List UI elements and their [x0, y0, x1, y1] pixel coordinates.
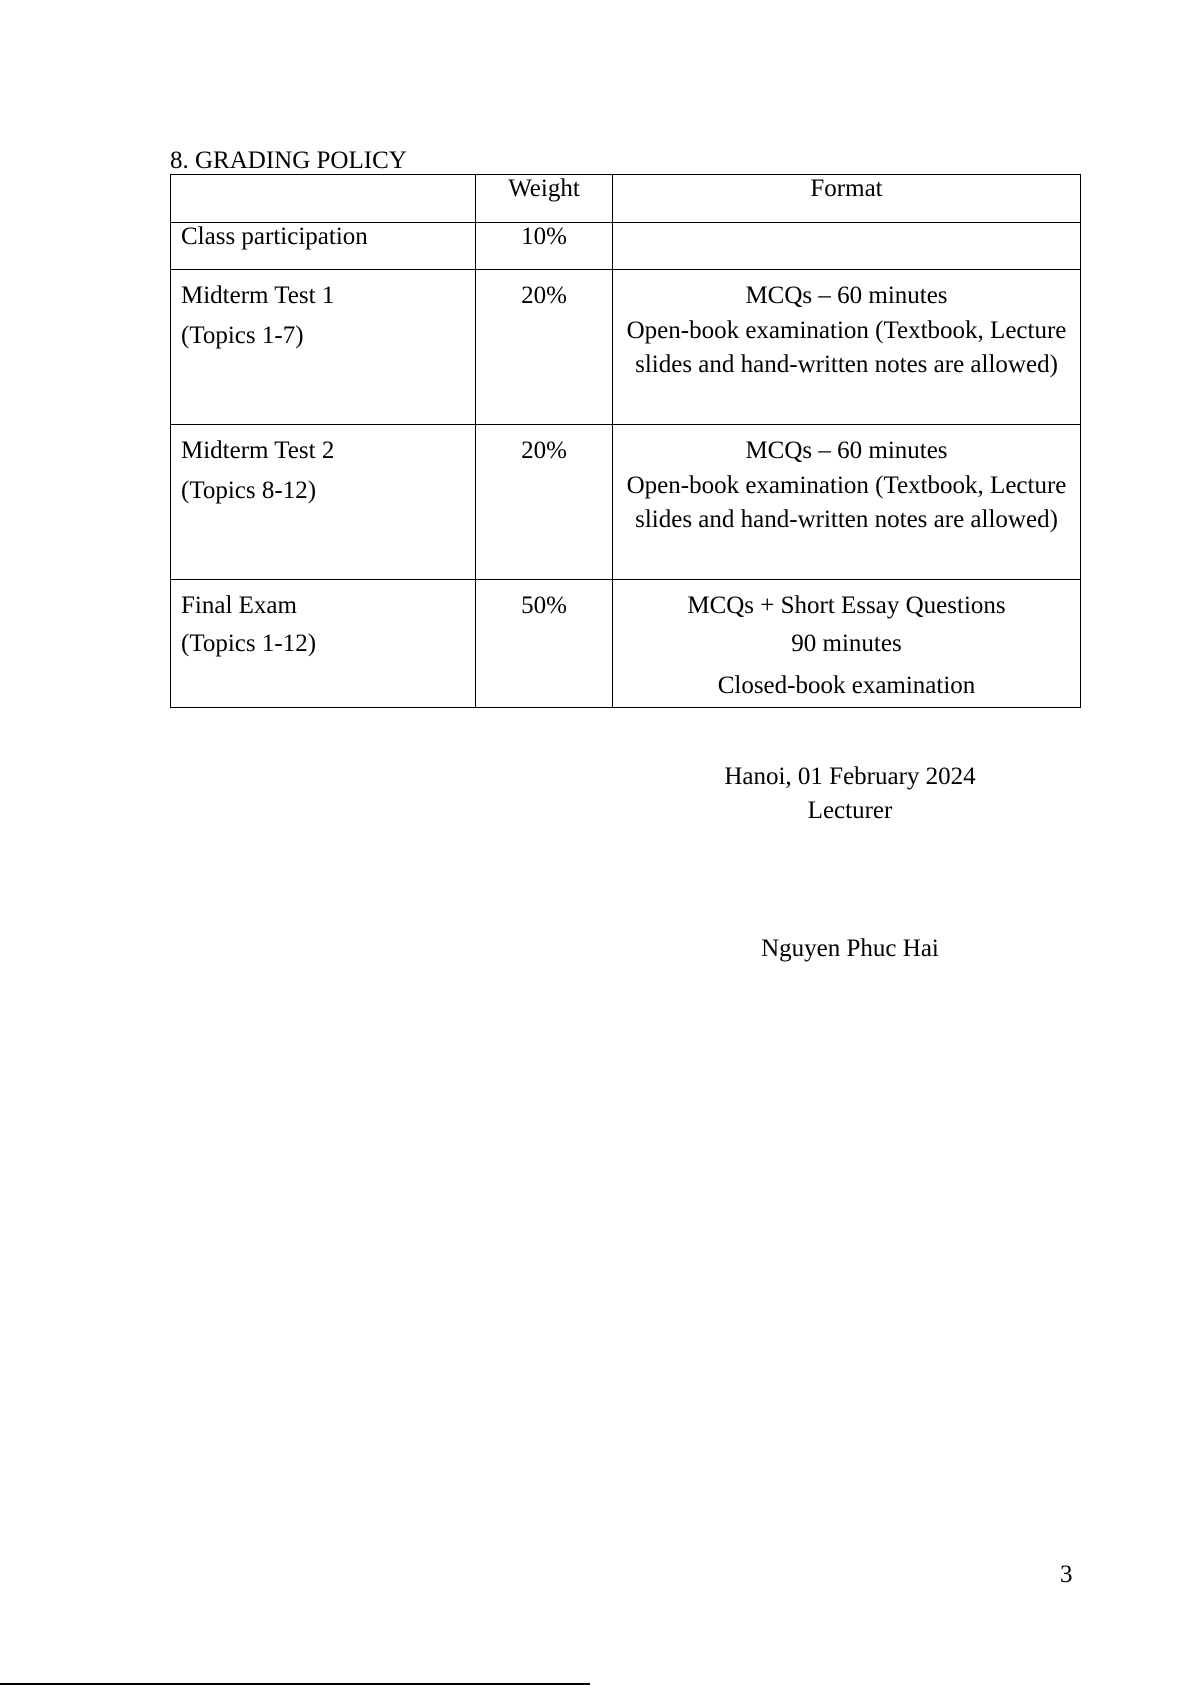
component-name: Final Exam: [181, 592, 297, 619]
format-duration: 90 minutes: [791, 630, 902, 657]
component-name: Midterm Test 1: [181, 282, 335, 309]
component-topics: (Topics 8-12): [181, 477, 317, 504]
component-topics: (Topics 1-12): [181, 630, 317, 657]
weight-cell: [476, 425, 613, 580]
section-heading: 8. GRADING POLICY: [170, 147, 407, 174]
table-row: [171, 425, 1081, 580]
format-rules: Open-book examination (Textbook, Lecture slides and hand-written notes are allowed): [626, 317, 1067, 378]
format-rules: Closed-book examination: [717, 672, 976, 699]
format-duration: MCQs – 60 minutes: [745, 282, 948, 309]
format-question-types: MCQs + Short Essay Questions: [687, 592, 1006, 619]
grading-policy-table: [170, 174, 1081, 708]
signature-place-date: Hanoi, 01 February 2024: [724, 763, 976, 790]
page-number: 3: [1060, 1561, 1073, 1588]
component-cell: [171, 425, 476, 580]
component-topics: (Topics 1-7): [181, 322, 304, 349]
format-duration: MCQs – 60 minutes: [745, 437, 948, 464]
format-cell: [613, 270, 1081, 425]
table-row: [171, 223, 1081, 270]
signature-role: Lecturer: [807, 797, 893, 824]
weight-value: 20%: [521, 282, 567, 309]
format-cell: [613, 223, 1081, 270]
weight-cell: [476, 580, 613, 708]
weight-cell: 10%: [476, 223, 613, 270]
component-cell: [171, 270, 476, 425]
format-cell: [613, 425, 1081, 580]
table-header-row: [171, 175, 1081, 223]
component-name: Midterm Test 2: [181, 437, 335, 464]
weight-value: 50%: [521, 592, 567, 619]
component-cell: Class participation: [171, 223, 476, 270]
signature-name: Nguyen Phuc Hai: [761, 935, 939, 962]
format-cell: [613, 580, 1081, 708]
weight-cell: [476, 270, 613, 425]
format-rules: Open-book examination (Textbook, Lecture slides and hand-written notes are allowed): [626, 472, 1067, 533]
weight-value: 20%: [521, 437, 567, 464]
header-format-cell: Format: [613, 175, 1081, 223]
table-row: [171, 580, 1081, 708]
component-cell: [171, 580, 476, 708]
table-row: [171, 270, 1081, 425]
header-component-cell: [171, 175, 476, 223]
header-weight-cell: Weight: [476, 175, 613, 223]
